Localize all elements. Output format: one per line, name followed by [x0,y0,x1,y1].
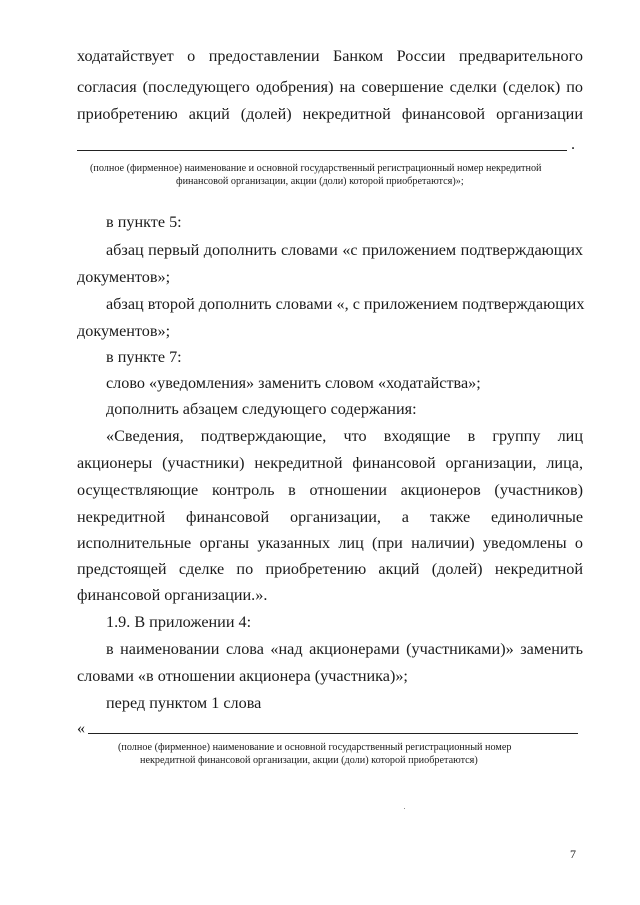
text-line-19: 1.9. В приложении 4: [106,613,252,631]
text-line-4: в пункте 5: [106,213,182,231]
text-line-13: акционеры (участники) некредитной финансовой организации, лица, [77,454,583,472]
text-line-15: некредитной финансовой организации, а также единоличные [77,508,583,526]
text-line-11: дополнить абзацем следующего содержания: [106,400,417,418]
text-line-16: исполнительные органы указанных лиц (при наличии) уведомлены о [77,534,583,552]
text-line-5: абзац первый дополнить словами «с приложением подтверждающих [106,241,583,259]
text-line-6: документов»; [77,268,171,286]
scan-speck [404,808,405,809]
text-line-3: приобретению акций (долей) некредитной финансовой организации [77,105,583,123]
blank-open-quote: « [77,719,86,737]
footnote-caption-2-line-1: (полное (фирменное) наименование и основной государственный регистрационный номер [118,742,512,753]
text-line-18: финансовой организации.». [77,586,268,604]
text-line-20: в наименовании слова «над акционерами (участниками)» заменить [106,640,583,658]
footnote-caption-2-line-2: некредитной финансовой организации, акции (доли) которой приобретаются) [140,755,478,766]
text-line-9: в пункте 7: [106,348,182,366]
text-line-7: абзац второй дополнить словами «, с приложением подтверждающих [106,295,585,313]
fill-in-blank-line-2 [88,733,578,734]
text-line-14: осуществляющие контроль в отношении акционеров (участников) [77,481,583,499]
text-line-1: ходатайствует о предоставлении Банком России предварительного [77,47,583,65]
text-line-21: словами «в отношении акционера (участника)»; [77,667,408,685]
fill-in-blank-line [77,150,567,151]
text-line-12: «Сведения, подтверждающие, что входящие в группу лиц [106,427,583,445]
text-line-8: документов»; [77,322,171,340]
text-line-10: слово «уведомления» заменить словом «ходатайства»; [106,374,481,392]
footnote-caption-line-2: финансовой организации, акции (доли) которой приобретаются)»; [176,176,464,187]
text-line-2: согласия (последующего одобрения) на совершение сделки (сделок) по [77,78,583,96]
blank-end-period: . [571,135,576,153]
page-number: 7 [570,847,576,861]
text-line-22: перед пунктом 1 слова [106,694,262,712]
text-line-17: предстоящей сделке по приобретению акций (долей) некредитной [77,560,583,578]
footnote-caption-line-1: (полное (фирменное) наименование и основной государственный регистрационный номер некредитной [90,163,542,174]
